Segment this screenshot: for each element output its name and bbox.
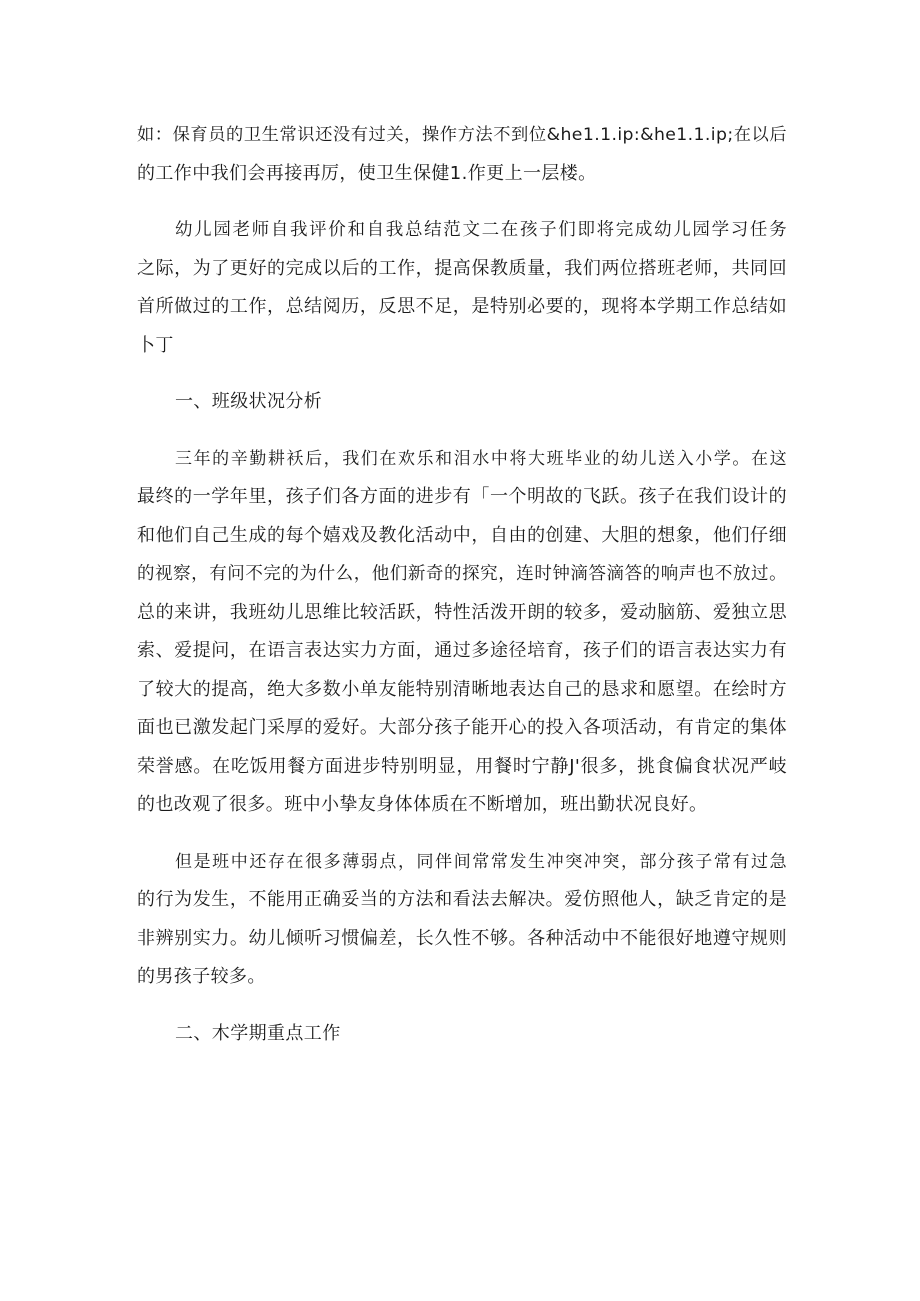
text-line: 的工作中我们会再接再厉，使卫生保健1.作更上一层楼。 xyxy=(137,162,597,184)
text-line: 之际，为了更好的完成以后的工作，提高保教质量，我们两位搭班老师，共同回 xyxy=(137,257,787,279)
text-line: 了较大的提高，绝大多数小单友能特别清晰地表达自己的恳求和愿望。在绘时方 xyxy=(137,678,787,700)
paragraph xyxy=(137,843,787,997)
text-line: 和他们自己生成的每个嬉戏及教化活动中，自由的创建、大胆的想象，他们仔细 xyxy=(137,524,787,546)
paragraph xyxy=(137,116,787,193)
paragraph xyxy=(137,440,787,825)
text-line: 的男孩子较多。 xyxy=(137,966,266,987)
document-body xyxy=(137,116,787,1071)
text-line: 三年的辛勤耕袄后，我们在欢乐和泪水中将大班毕业的幼儿送入小学。在这 xyxy=(175,448,787,469)
text-line: 的视察，有问不完的为什么，他们新奇的探究，连时钟滴答滴答的响声也不放过。 xyxy=(137,564,787,584)
section-heading: 一、班级状况分析 xyxy=(175,391,323,412)
text-line: 卜丁 xyxy=(137,334,174,356)
text-line: 面也已激发起门采厚的爱好。大部分孩子能开心的投入各项活动，有肯定的集体 xyxy=(137,717,787,738)
text-line: 的行为发生，不能用正确妥当的方法和看法去解决。爱仿照他人，缺乏肯定的是 xyxy=(137,889,787,910)
text-line: 如：保育员的卫生常识还没有过关，操作方法不到位&he1.1.ip:&he1.1.ip;在以后 xyxy=(137,125,787,145)
paragraph xyxy=(137,211,787,365)
text-line: 但是班中还存在很多薄弱点，同伴间常常发生冲突冲突，部分孩子常有过急 xyxy=(175,851,787,872)
text-line: 的也改观了很多。班中小挚友身体体质在不断增加，班出勤状况良好。 xyxy=(137,794,708,815)
text-line: 首所做过的工作，总结阅历，反思不足，是特别必要的，现将本学期工作总结如 xyxy=(137,296,787,317)
text-line: 最终的一学年里，孩子们各方面的进步有「一个明故的飞跃。孩子在我们设计的 xyxy=(137,486,787,507)
text-line: 总的来讲，我班幼儿思维比较活跃，特性活泼开朗的较多，爱动脑筋、爱独立思 xyxy=(137,601,787,623)
text-line: 非辨别实力。幼儿倾听习惯偏差，长久性不够。各种活动中不能很好地遵守规则 xyxy=(137,927,787,949)
text-line: 荣誉感。在吃饭用餐方面进步特别明显，用餐时宁静J'很多，挑食偏食状况严岐 xyxy=(137,755,787,777)
text-line: 幼儿园老师自我评价和自我总结范文二在孩子们即将完成幼儿园学习任务 xyxy=(175,220,787,240)
section-heading: 二、木学期重点工作 xyxy=(175,1022,341,1044)
text-line: 索、爱提问，在语言表达实力方面，通过多途径培育，孩子们的语言表达实力有 xyxy=(137,640,787,661)
